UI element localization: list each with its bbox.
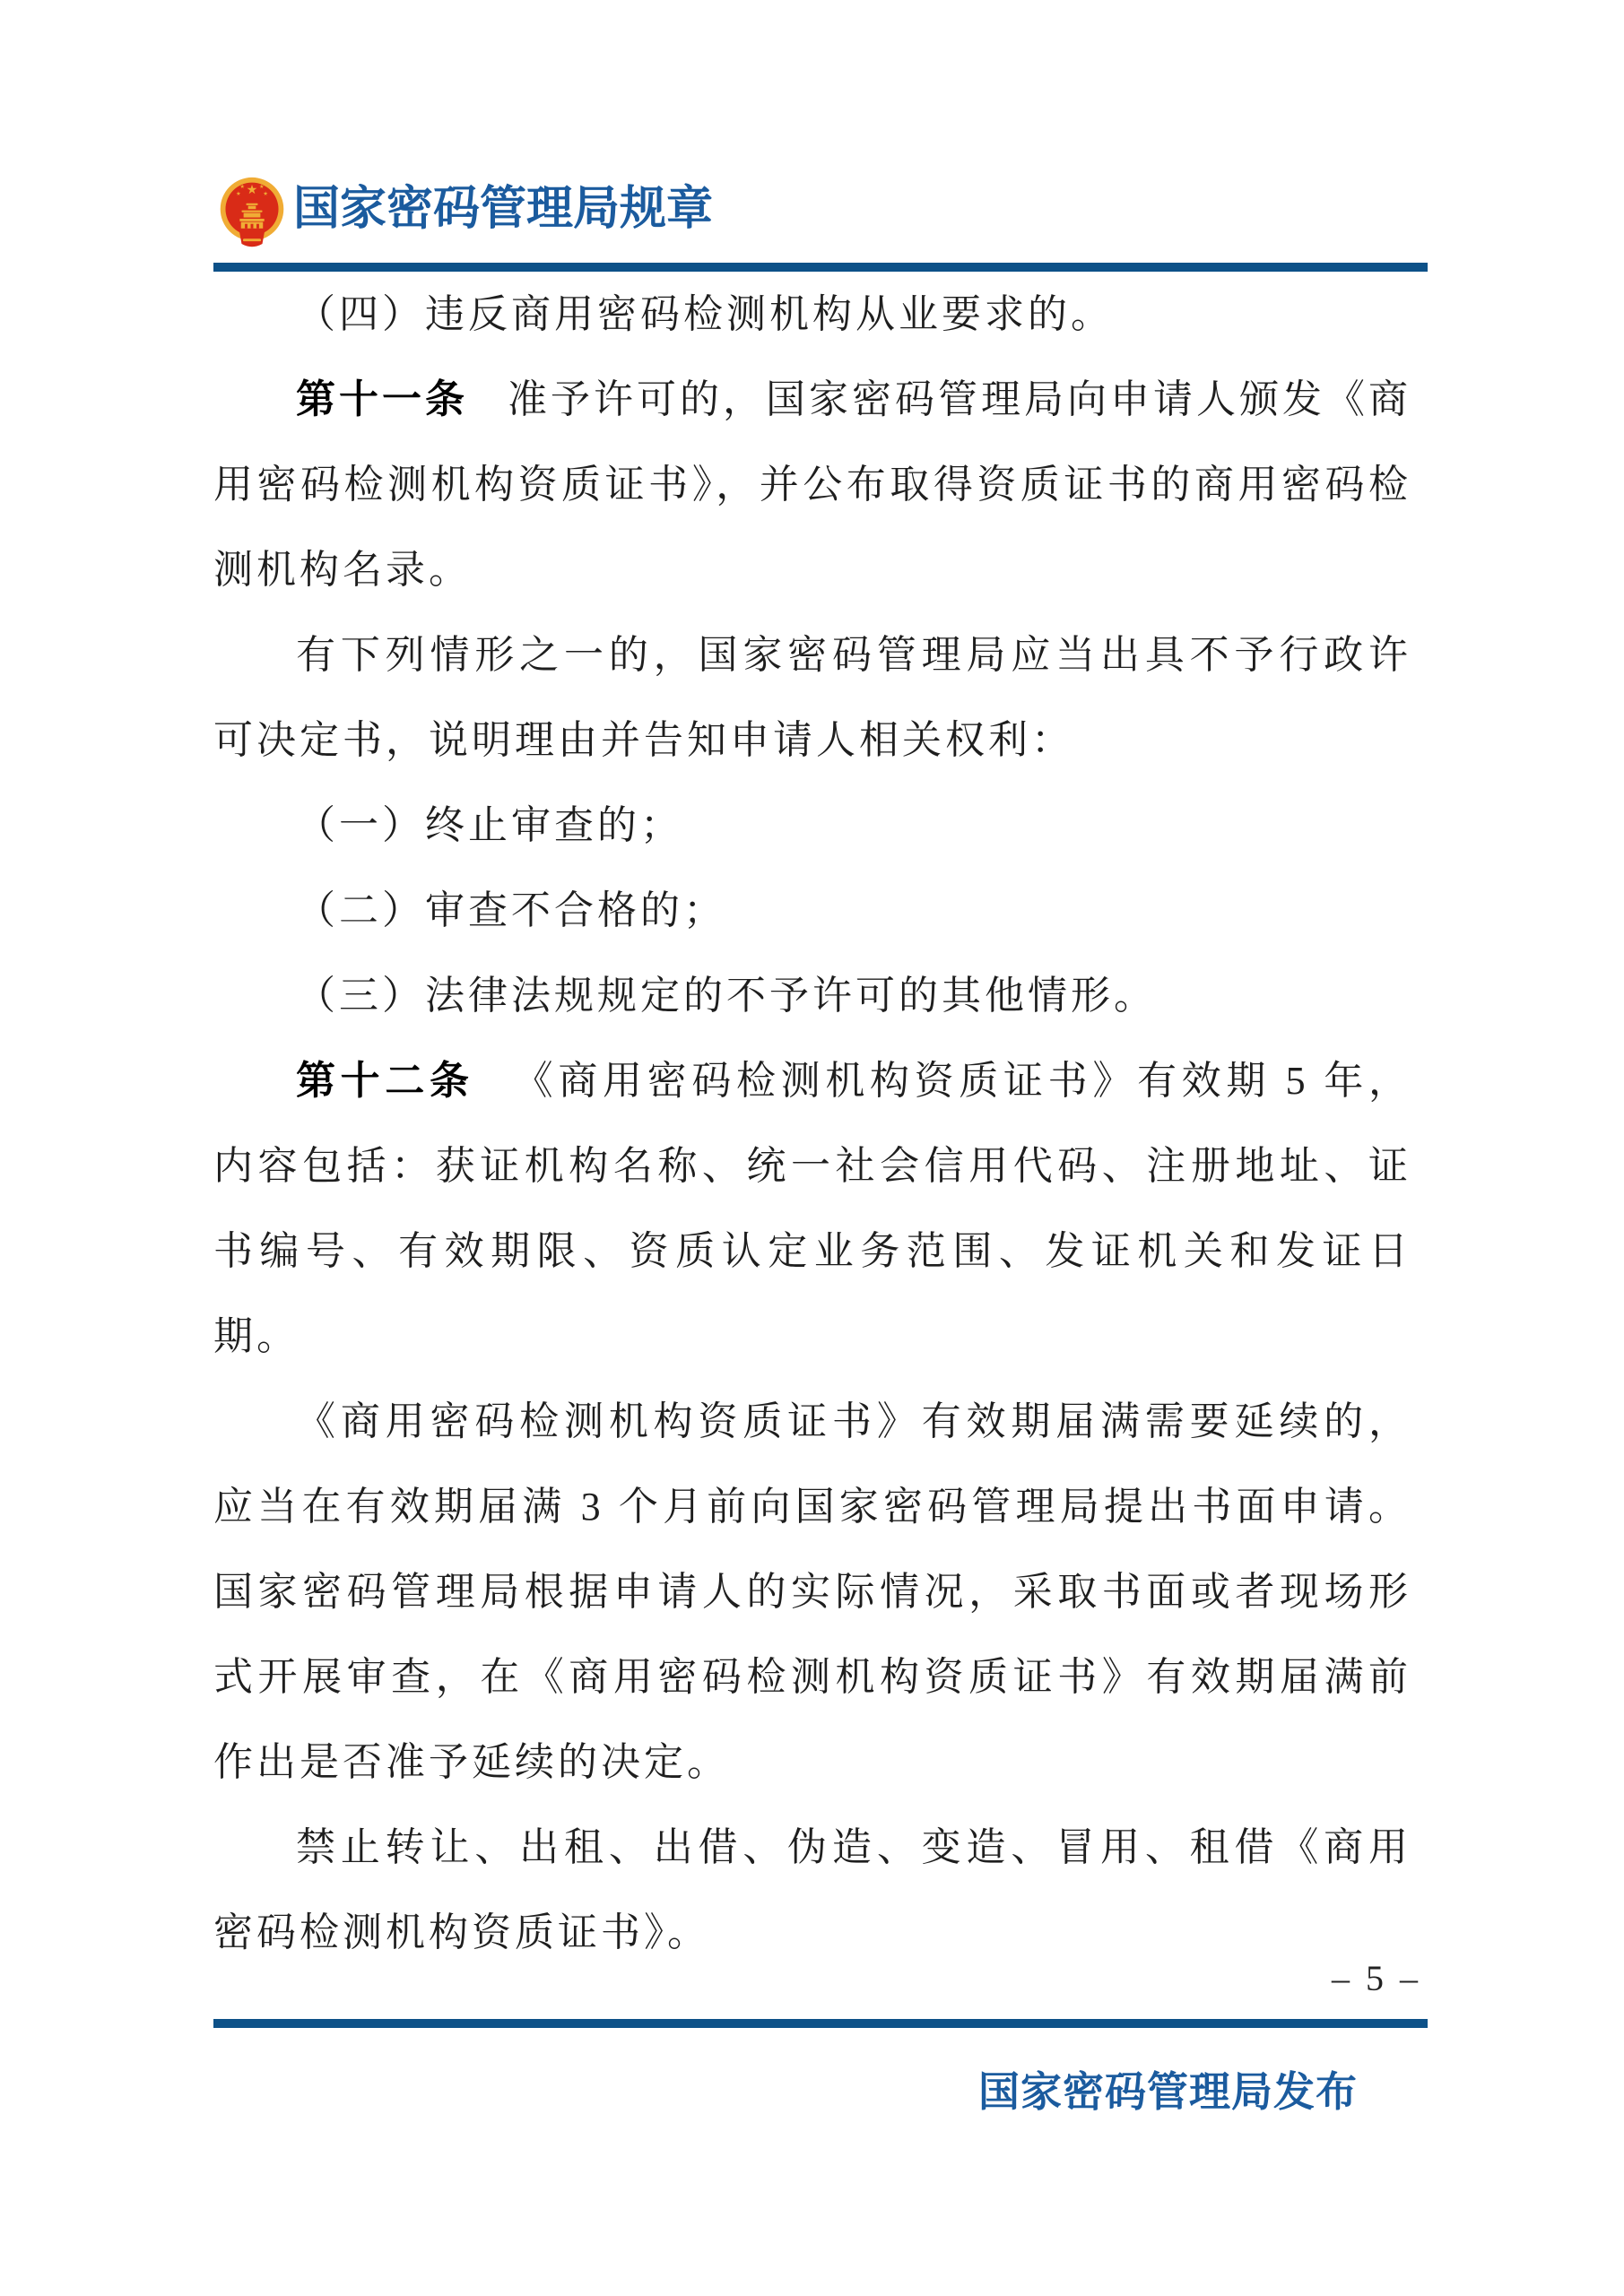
- paragraph-text: 《商用密码检测机构资质证书》有效期 5 年，内容包括：获证机构名称、统一社会信用代码、注册地址、证书编号、有效期限、资质认定业务范围、发证机关和发证日期。: [213, 1059, 1412, 1358]
- paragraph-denial-intro: 有下列情形之一的，国家密码管理局应当出具不予行政许可决定书，说明理由并告知申请人相关权利：: [213, 633, 1411, 762]
- paragraph-article-12: [213, 1038, 1411, 1379]
- header-rule: [213, 263, 1428, 272]
- article-number: 第十一条: [296, 377, 468, 421]
- paragraph-prohibition: 禁止转让、出租、出借、伪造、变造、冒用、租借《商用密码检测机构资质证书》。: [213, 1825, 1411, 1954]
- paragraph-item-4: （四）违反商用密码检测机构从业要求的。: [296, 292, 1114, 336]
- paragraph-item-2: （二）审查不合格的；: [296, 888, 726, 932]
- document-body: [213, 272, 1411, 1975]
- china-national-emblem-icon: [220, 177, 284, 249]
- paragraph-text: 准予许可的，国家密码管理局向申请人颁发《商用密码检测机构资质证书》，并公布取得资质证书的商用密码检测机构名录。: [213, 377, 1411, 592]
- article-number: 第十二条: [296, 1059, 474, 1103]
- page-number: – 5 –: [1332, 1958, 1421, 1998]
- paragraph-item-3: （三）法律法规规定的不予许可的其他情形。: [296, 974, 1157, 1018]
- page-title: 国家密码管理局规章: [293, 184, 714, 235]
- paragraph-item-1: （一）终止审查的；: [296, 803, 683, 847]
- publisher-label: 国家密码管理局发布: [978, 2069, 1358, 2115]
- paragraph-renewal: 《商用密码检测机构资质证书》有效期届满需要延续的，应当在有效期届满 3 个月前向国家密码管理局提出书面申请。国家密码管理局根据申请人的实际情况，采取书面或者现场形式开展审查，在《商用密码检测机构资质证书》有效期届满前作出是否准予延续的决定。: [213, 1399, 1411, 1784]
- paragraph-article-11: [213, 357, 1411, 612]
- footer-rule: [213, 2019, 1428, 2028]
